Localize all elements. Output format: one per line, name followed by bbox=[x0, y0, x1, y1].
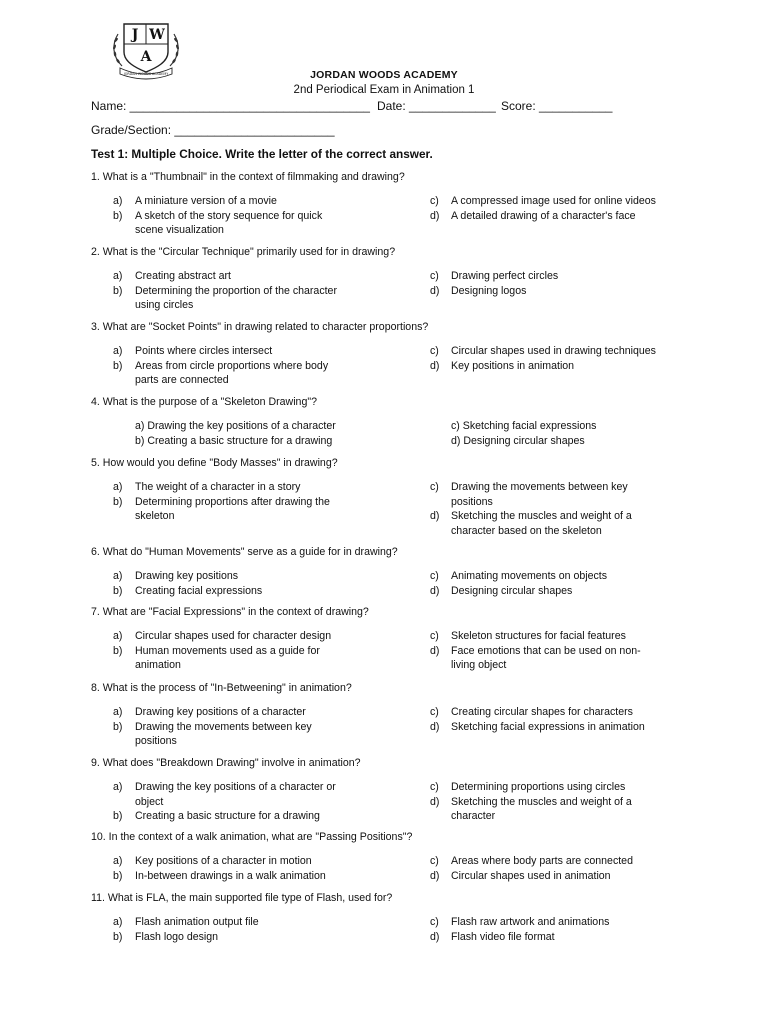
option-text: A compressed image used for online videos bbox=[451, 195, 656, 207]
option-letter: d) bbox=[430, 584, 440, 597]
option-text: c) Sketching facial expressions bbox=[451, 420, 597, 432]
option-text: using circles bbox=[135, 299, 194, 311]
option-text: The weight of a character in a story bbox=[135, 481, 301, 493]
option-letter: b) bbox=[113, 209, 123, 222]
option-text: Circular shapes used in drawing techniques bbox=[451, 345, 656, 357]
option-letter: c) bbox=[430, 195, 439, 207]
option-letter: a) bbox=[113, 270, 123, 282]
question-4: 4. What is the purpose of a "Skeleton Drawing"? bbox=[91, 396, 317, 408]
option-text: Flash logo design bbox=[135, 930, 219, 943]
option-letter: d) bbox=[430, 795, 440, 808]
option-letter: b) bbox=[113, 284, 123, 297]
svg-text:A: A bbox=[140, 49, 152, 65]
option-letter: b) bbox=[113, 810, 123, 822]
option-text: Determining proportions using circles bbox=[451, 781, 626, 793]
option-letter: b) bbox=[113, 644, 123, 657]
option-text: positions bbox=[451, 495, 493, 508]
option-letter: a) bbox=[113, 916, 123, 928]
grade-section-field[interactable]: Grade/Section: ________________________ bbox=[91, 123, 335, 137]
option-text: living object bbox=[451, 659, 507, 671]
option-text: Flash animation output file bbox=[135, 916, 259, 928]
question-2: 2. What is the "Circular Technique" primarily used for in drawing? bbox=[91, 246, 396, 258]
option-text: Creating circular shapes for characters bbox=[451, 706, 633, 718]
option-text: Sketching the muscles and weight of a bbox=[451, 510, 632, 522]
option-letter: d) bbox=[430, 209, 440, 222]
option-text: character bbox=[451, 810, 496, 822]
option-text: Flash raw artwork and animations bbox=[451, 916, 610, 928]
name-field[interactable]: Name: ____________________________________ bbox=[91, 99, 370, 113]
option-text: Circular shapes used for character design bbox=[135, 630, 332, 642]
option-letter: c) bbox=[430, 630, 439, 642]
option-letter: a) bbox=[113, 345, 123, 357]
test-heading: Test 1: Multiple Choice. Write the letter of the correct answer. bbox=[91, 147, 433, 161]
option-text: Designing logos bbox=[451, 284, 527, 297]
question-10: 10. In the context of a walk animation, what are "Passing Positions"? bbox=[91, 831, 413, 843]
option-text: Designing circular shapes bbox=[451, 584, 573, 597]
option-text: character based on the skeleton bbox=[451, 524, 602, 537]
option-text: Drawing the movements between key bbox=[135, 720, 312, 733]
option-text: Drawing key positions of a character bbox=[135, 706, 306, 718]
option-text: A sketch of the story sequence for quick bbox=[135, 209, 323, 222]
option-letter: b) bbox=[113, 869, 123, 882]
option-text: skeleton bbox=[135, 510, 175, 522]
option-text: Skeleton structures for facial features bbox=[451, 630, 626, 642]
question-5: 5. How would you define "Body Masses" in drawing? bbox=[91, 457, 338, 469]
option-text: object bbox=[135, 795, 164, 808]
option-text: Flash video file format bbox=[451, 930, 555, 943]
option-letter: b) bbox=[113, 720, 123, 733]
option-text: b) Creating a basic structure for a drawing bbox=[135, 434, 333, 447]
option-text: Drawing key positions bbox=[135, 570, 239, 582]
option-letter: c) bbox=[430, 706, 439, 718]
option-letter: d) bbox=[430, 359, 440, 372]
option-letter: d) bbox=[430, 720, 440, 733]
option-text: Sketching facial expressions in animation bbox=[451, 720, 645, 733]
option-text: Creating a basic structure for a drawing bbox=[135, 810, 320, 822]
option-text: Points where circles intersect bbox=[135, 345, 273, 357]
option-letter: a) bbox=[113, 781, 123, 793]
question-8: 8. What is the process of "In-Betweening" in animation? bbox=[91, 682, 352, 694]
option-letter: a) bbox=[113, 570, 123, 582]
question-11: 11. What is FLA, the main supported file type of Flash, used for? bbox=[91, 892, 393, 904]
score-field[interactable]: Score: ___________ bbox=[501, 99, 613, 113]
option-text: parts are connected bbox=[135, 374, 229, 386]
option-letter: d) bbox=[430, 869, 440, 882]
option-letter: b) bbox=[113, 584, 123, 597]
option-text: Areas from circle proportions where body bbox=[135, 359, 329, 372]
exam-title: 2nd Periodical Exam in Animation 1 bbox=[293, 84, 475, 96]
option-letter: c) bbox=[430, 345, 439, 357]
question-7: 7. What are "Facial Expressions" in the context of drawing? bbox=[91, 606, 369, 618]
option-letter: a) bbox=[113, 630, 123, 642]
date-field[interactable]: Date: _____________ bbox=[377, 99, 496, 113]
option-letter: b) bbox=[113, 495, 123, 508]
option-text: Sketching the muscles and weight of a bbox=[451, 795, 632, 808]
option-text: Key positions of a character in motion bbox=[135, 855, 312, 867]
school-name: JORDAN WOODS ACADEMY bbox=[310, 69, 458, 81]
option-letter: c) bbox=[430, 481, 439, 493]
option-text: animation bbox=[135, 659, 181, 671]
option-text: Drawing perfect circles bbox=[451, 270, 559, 282]
option-letter: b) bbox=[113, 930, 123, 943]
option-letter: c) bbox=[430, 855, 439, 867]
option-text: d) Designing circular shapes bbox=[451, 434, 585, 447]
option-text: Creating abstract art bbox=[135, 270, 231, 282]
option-letter: a) bbox=[113, 855, 123, 867]
question-9: 9. What does "Breakdown Drawing" involve in animation? bbox=[91, 757, 361, 769]
option-text: a) Drawing the key positions of a character bbox=[135, 420, 336, 432]
option-letter: c) bbox=[430, 916, 439, 928]
option-text: Determining proportions after drawing the bbox=[135, 495, 330, 508]
option-text: Drawing the movements between key bbox=[451, 481, 628, 493]
option-text: Circular shapes used in animation bbox=[451, 869, 611, 882]
question-6: 6. What do "Human Movements" serve as a guide for in drawing? bbox=[91, 546, 398, 558]
option-text: Key positions in animation bbox=[451, 359, 575, 372]
option-letter: a) bbox=[113, 195, 123, 207]
option-letter: a) bbox=[113, 481, 123, 493]
option-letter: a) bbox=[113, 706, 123, 718]
option-letter: b) bbox=[113, 359, 123, 372]
option-text: Creating facial expressions bbox=[135, 584, 263, 597]
option-letter: d) bbox=[430, 284, 440, 297]
option-text: Human movements used as a guide for bbox=[135, 644, 320, 657]
option-letter: c) bbox=[430, 781, 439, 793]
option-text: Areas where body parts are connected bbox=[451, 855, 633, 867]
option-text: Determining the proportion of the character bbox=[135, 284, 337, 297]
option-letter: d) bbox=[430, 930, 440, 943]
option-text: positions bbox=[135, 735, 177, 747]
option-text: In-between drawings in a walk animation bbox=[135, 869, 326, 882]
option-text: A detailed drawing of a character's face bbox=[451, 209, 636, 222]
option-text: scene visualization bbox=[135, 224, 224, 236]
option-letter: c) bbox=[430, 570, 439, 582]
svg-text:W: W bbox=[149, 27, 165, 43]
option-text: Face emotions that can be used on non- bbox=[451, 644, 641, 657]
option-text: Animating movements on objects bbox=[451, 570, 608, 582]
option-text: A miniature version of a movie bbox=[135, 195, 277, 207]
option-letter: c) bbox=[430, 270, 439, 282]
option-letter: d) bbox=[430, 510, 440, 522]
option-letter: d) bbox=[430, 644, 440, 657]
svg-text:JORDAN WOODS ACADEMY: JORDAN WOODS ACADEMY bbox=[123, 72, 169, 76]
question-3: 3. What are "Socket Points" in drawing related to character proportions? bbox=[91, 321, 429, 333]
svg-text:J: J bbox=[131, 27, 139, 43]
question-1: 1. What is a "Thumbnail" in the context of filmmaking and drawing? bbox=[91, 171, 405, 183]
option-text: Drawing the key positions of a character or bbox=[135, 781, 336, 793]
